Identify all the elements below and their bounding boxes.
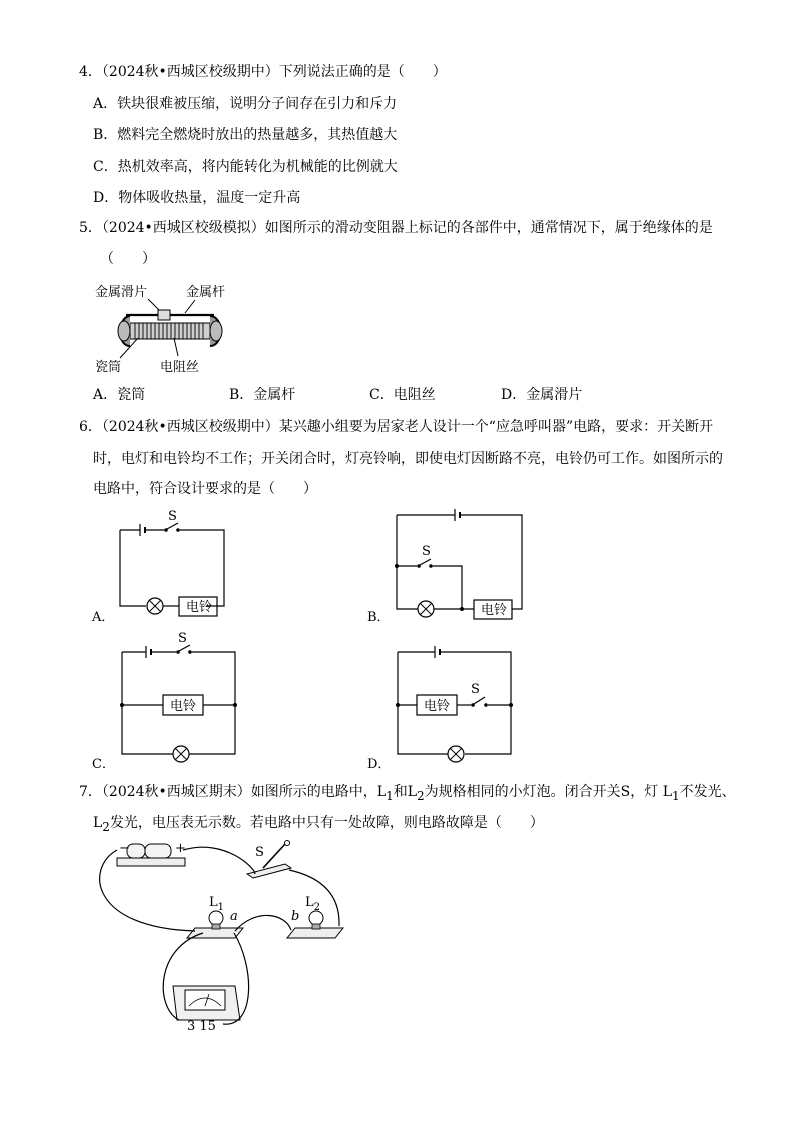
- circuit-c-bell-label: 电铃: [170, 699, 197, 714]
- q5-option-c: C．电阻丝: [369, 387, 436, 403]
- circuit-a: [90, 508, 240, 623]
- battery-minus: −: [119, 841, 130, 856]
- q7-sub-1: 1: [386, 788, 394, 803]
- q5-option-a: A．瓷筒: [93, 387, 146, 403]
- circuit-a-bell-label: 电铃: [186, 600, 213, 615]
- q7-line-2a: L: [93, 815, 103, 831]
- q6-line-2: 时，电灯和电铃均不工作；开关闭合时，灯亮铃响，即使电灯因断路不亮，电铃仍可工作。如图所示的: [93, 451, 723, 467]
- q4-option-a: A．铁块很难被压缩，说明分子间存在引力和斥力: [93, 96, 398, 112]
- q7-sub-1b: 1: [672, 788, 680, 803]
- q7-line-1d: 不发光、: [679, 784, 736, 800]
- rheostat-figure: [90, 280, 250, 375]
- q4-stem: 4．（2024秋•西城区校级期中）下列说法正确的是（ ）: [79, 64, 447, 80]
- q7-line-1: [79, 783, 736, 805]
- q7-line-2b: 发光，电压表无示数。若电路中只有一处故障，则电路故障是（ ）: [109, 815, 544, 831]
- q6-line-1: 6．（2024秋•西城区校级期中）某兴趣小组要为居家老人设计一个“应急呼叫器”电路，要求：开关断开: [79, 419, 714, 435]
- label-tube: 瓷筒: [95, 360, 122, 375]
- circuit-c-letter: C．: [92, 757, 115, 772]
- q5-option-d: D．金属滑片: [501, 387, 583, 403]
- circuit-d: [365, 640, 535, 770]
- meter-terminals: 3 15: [187, 1019, 216, 1034]
- q7-line-1c: 为规格相同的小灯泡。闭合开关S，灯 L: [424, 784, 673, 800]
- lamp1-label: $L_1$: [209, 895, 225, 913]
- battery-plus: +: [175, 841, 186, 856]
- q4-option-c: C．热机效率高，将内能转化为机械能的比例就大: [93, 159, 398, 175]
- switch-label: S: [255, 845, 264, 860]
- point-a: a: [230, 909, 238, 924]
- q5-stem-paren: （ ）: [100, 251, 156, 267]
- label-slider: 金属滑片: [95, 285, 148, 300]
- circuit-d-switch-label: S: [471, 682, 480, 697]
- circuit-b-letter: B．: [367, 610, 390, 625]
- circuit-b-switch-label: S: [422, 544, 431, 559]
- circuit-c-switch-label: S: [178, 631, 187, 646]
- q4-option-b: B．燃料完全燃烧时放出的热量越多，其热值越大: [93, 127, 398, 143]
- circuit-b-bell-label: 电铃: [481, 603, 508, 618]
- q7-sub-2b: 2: [102, 819, 110, 834]
- q5-option-b: B．金属杆: [229, 387, 296, 403]
- label-wire: 电阻丝: [160, 360, 200, 375]
- circuit-d-letter: D．: [367, 757, 391, 772]
- q5-stem: 5．（2024•西城区校级模拟）如图所示的滑动变阻器上标记的各部件中，通常情况下，属于绝缘体的是: [79, 220, 713, 236]
- q7-line-1a: 7．（2024秋•西城区期末）如图所示的电路中，L: [79, 784, 387, 800]
- circuit-c: [90, 630, 250, 770]
- circuit-b: [365, 505, 535, 625]
- q6-line-3: 电路中，符合设计要求的是（ ）: [93, 481, 317, 497]
- q4-option-d: D．物体吸收热量，温度一定升高: [93, 190, 301, 206]
- label-rod: 金属杆: [186, 285, 226, 300]
- q7-line-2: [93, 814, 544, 836]
- point-b: b: [291, 909, 300, 924]
- circuit-a-switch-label: S: [168, 509, 177, 524]
- q7-line-1b: 和L: [393, 784, 418, 800]
- lamp2-label: $L_2$: [305, 895, 321, 913]
- circuit-a-letter: A．: [92, 610, 115, 625]
- circuit-d-bell-label: 电铃: [424, 699, 451, 714]
- q7-physical-circuit: [95, 838, 355, 1038]
- q7-sub-2: 2: [417, 788, 425, 803]
